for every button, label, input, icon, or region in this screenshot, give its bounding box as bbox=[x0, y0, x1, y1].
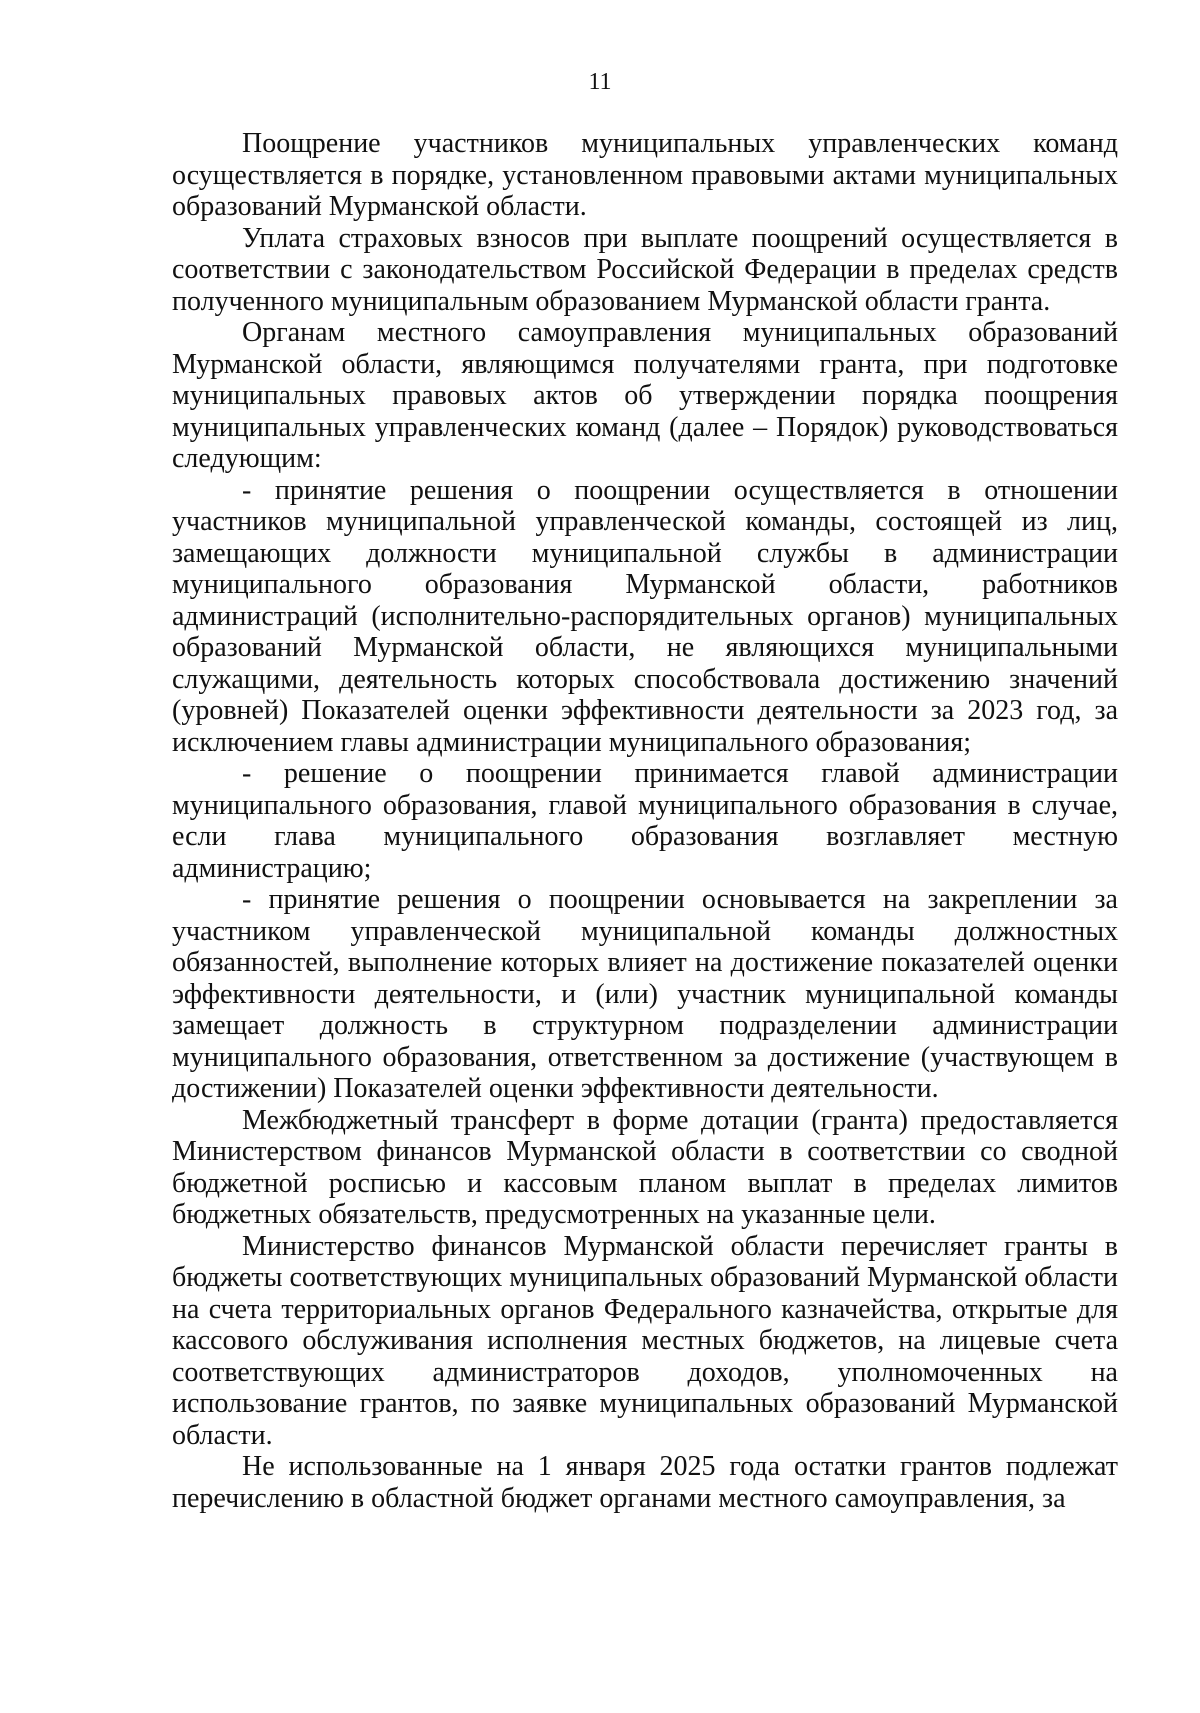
page-number: 11 bbox=[588, 69, 612, 95]
paragraph-grant-transfer: Министерство финансов Мурманской области перечисляет гранты в бюджеты соответствующих муниципальных образований Мурманской области на счета территориальных органов Федерального казначейства, открытые для кассового обслуживания исполнения местных бюджетов, на лицевые счета соответствующих администраторов доходов, уполномоченных на использование грантов, по заявке муниципальных образований Мурманской области. bbox=[172, 1230, 1118, 1451]
list-item-decision-scope: - принятие решения о поощрении осуществляется в отношении участников муниципальной управленческой команды, состоящей из лиц, замещающих должности муниципальной службы в администрации муниципального образования Мурманской области, работников администраций (исполнительно-распорядительных органов) муниципальных образований Мурманской области, не являющихся муниципальными служащими, деятельность которых способствовала достижению значений (уровней) Показателей оценки эффективности деятельности за 2023 год, за исключением главы администрации муниципального образования; bbox=[172, 474, 1118, 758]
paragraph-incentive-procedure: Поощрение участников муниципальных управленческих команд осуществляется в порядке, установленном правовыми актами муниципальных образований Мурманской области. bbox=[172, 128, 1118, 222]
document-body bbox=[172, 128, 1118, 1514]
paragraph-local-government-guidance: Органам местного самоуправления муниципальных образований Мурманской области, являющимся получателями гранта, при подготовке муниципальных правовых актов об утверждении порядка поощрения муниципальных управленческих команд (далее – Порядок) руководствоваться следующим: bbox=[172, 317, 1118, 474]
paragraph-interbudget-transfer: Межбюджетный трансферт в форме дотации (гранта) предоставляется Министерством финансов Мурманской области в соответствии со сводной бюджетной росписью и кассовым планом выплат в пределах лимитов бюджетных обязательств, предусмотренных на указанные цели. bbox=[172, 1104, 1118, 1230]
paragraph-unused-grant-balances: Не использованные на 1 января 2025 года остатки грантов подлежат перечислению в областной бюджет органами местного самоуправления, за bbox=[172, 1451, 1118, 1514]
list-item-decision-basis: - принятие решения о поощрении основывается на закреплении за участником управленческой муниципальной команды должностных обязанностей, выполнение которых влияет на достижение показателей оценки эффективности деятельности, и (или) участник муниципальной команды замещает должность в структурном подразделении администрации муниципального образования, ответственном за достижение (участвующем в достижении) Показателей оценки эффективности деятельности. bbox=[172, 884, 1118, 1104]
list-item-decision-authority: - решение о поощрении принимается главой администрации муниципального образования, главой муниципального образования в случае, если глава муниципального образования возглавляет местную администрацию; bbox=[172, 758, 1118, 884]
paragraph-insurance-contributions: Уплата страховых взносов при выплате поощрений осуществляется в соответствии с законодательством Российской Федерации в пределах средств полученного муниципальным образованием Мурманской области гранта. bbox=[172, 222, 1118, 317]
